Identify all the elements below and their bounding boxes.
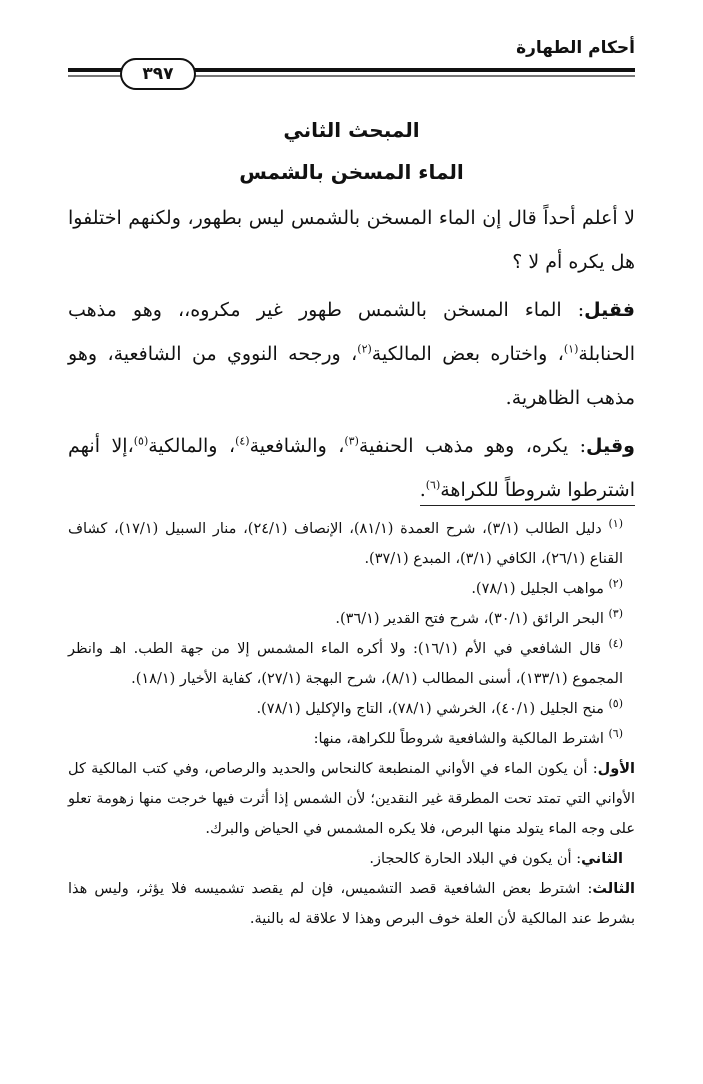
third-condition-label: الثالث bbox=[592, 881, 635, 897]
third-condition-text: : اشترط بعض الشافعية قصد التشميس، فإن لم يقصد تشميسه فلا يؤثر، وليس هذا بشرط عند المالكية لأن العلة خوف البرص وهذا لا علاقة له بالنية. bbox=[68, 881, 635, 927]
paragraph-3-text-e: . bbox=[419, 479, 426, 501]
footnote-ref-1: (١) bbox=[563, 342, 579, 356]
footnote-2-text: مواهب الجليل (٧٨/١). bbox=[471, 581, 604, 597]
footnote-6-second-condition bbox=[68, 844, 635, 874]
paragraph-3-text-c: ، والمالكية bbox=[148, 435, 236, 457]
second-condition-text: : أن يكون في البلاد الحارة كالحجاز. bbox=[369, 851, 582, 867]
footnote-ref-6: (٦) bbox=[425, 478, 441, 492]
footnote-ref-4: (٤) bbox=[235, 434, 250, 448]
book-title: أحكام الطهارة bbox=[516, 38, 635, 58]
paragraph-1: لا أعلم أحداً قال إن الماء المسخن بالشمس ليس بطهور، ولكنهم اختلفوا هل يكره أم لا ؟ bbox=[68, 207, 635, 273]
footnote-4 bbox=[68, 634, 635, 694]
footnote-3-number: (٣) bbox=[608, 607, 623, 621]
paragraph-2-text-c: ، ورجحه النووي من الشافعية، وهو مذهب الظاهرية. bbox=[68, 343, 635, 409]
footnote-1-text: دليل الطالب (٣/١)، شرح العمدة (٨١/١)، الإنصاف (٢٤/١)، منار السبيل (١٧/١)، كشاف القناع (٢٦/١)، الكافي (٣/١)، المبدع (٣٧/١). bbox=[68, 521, 623, 567]
paragraph-3 bbox=[68, 424, 635, 512]
paragraph-3-text-d: ،إلا أنهم اشترطوا شروطاً للكراهة bbox=[68, 435, 635, 501]
first-condition-text: : أن يكون الماء في الأواني المنطبعة كالنحاس والحديد والرصاص، وفي كتب المالكية كل الأواني التي تمتد تحت المطرقة غير النقدين؛ لأن الشمس إذا أثرت فيها خرجت منها زهومة تعلو على وجه الماء يتولد منها البرص، فلا يكره المشمس في الحياض والبرك. bbox=[68, 761, 635, 837]
main-text bbox=[68, 196, 635, 516]
paragraph-2 bbox=[68, 288, 635, 420]
paragraph-3-label: وقيل bbox=[586, 435, 635, 457]
footnote-1 bbox=[68, 514, 635, 574]
footnote-6 bbox=[68, 724, 635, 754]
paragraph-3-text-a: : يكره، وهو مذهب الحنفية bbox=[358, 435, 587, 457]
footnote-ref-5: (٥) bbox=[133, 434, 149, 448]
footnote-divider bbox=[420, 505, 635, 506]
running-header bbox=[68, 38, 635, 98]
first-condition-label: الأول bbox=[597, 761, 635, 777]
footnote-6-text: اشترط المالكية والشافعية شروطاً للكراهة، منها: bbox=[313, 731, 604, 747]
section-heading: المبحث الثاني bbox=[283, 118, 420, 142]
footnotes bbox=[68, 514, 635, 934]
footnote-1-number: (١) bbox=[608, 517, 623, 531]
footnote-6-number: (٦) bbox=[608, 727, 623, 741]
footnote-2 bbox=[68, 574, 635, 604]
paragraph-2-text-a: : الماء المسخن بالشمس طهور غير مكروه،، وهو مذهب الحنابلة bbox=[68, 299, 635, 365]
paragraph-2-label: فقيل bbox=[584, 299, 635, 321]
paragraph-3-text-b: ، والشافعية bbox=[249, 435, 345, 457]
footnote-3 bbox=[68, 604, 635, 634]
footnote-2-number: (٢) bbox=[608, 577, 623, 591]
paragraph-2-text-b: ، واختاره بعض المالكية bbox=[371, 343, 564, 365]
footnote-6-first-condition bbox=[68, 754, 635, 844]
footnote-5-number: (٥) bbox=[608, 697, 623, 711]
page-number-badge: ٣٩٧ bbox=[120, 58, 196, 90]
footnote-4-number: (٤) bbox=[608, 637, 624, 651]
footnote-3-text: البحر الرائق (٣٠/١)، شرح فتح القدير (٣٦/١). bbox=[335, 611, 604, 627]
second-condition-label: الثاني bbox=[581, 851, 623, 867]
footnote-ref-3: (٣) bbox=[344, 434, 359, 448]
footnote-ref-2: (٢) bbox=[357, 342, 372, 356]
footnote-4-text: قال الشافعي في الأم (١٦/١): ولا أكره الماء المشمس إلا من جهة الطب. اهـ وانظر المجموع (١٣٣/١)، أسنى المطالب (٨/١)، شرح البهجة (٢٧/١)، كفاية الأخيار (١٨/١). bbox=[68, 641, 623, 687]
footnote-5 bbox=[68, 694, 635, 724]
footnote-5-text: منح الجليل (٤٠/١)، الخرشي (٧٨/١)، التاج والإكليل (٧٨/١). bbox=[256, 701, 604, 717]
section-subheading: الماء المسخن بالشمس bbox=[239, 160, 464, 184]
footnote-6-third-condition bbox=[68, 874, 635, 934]
